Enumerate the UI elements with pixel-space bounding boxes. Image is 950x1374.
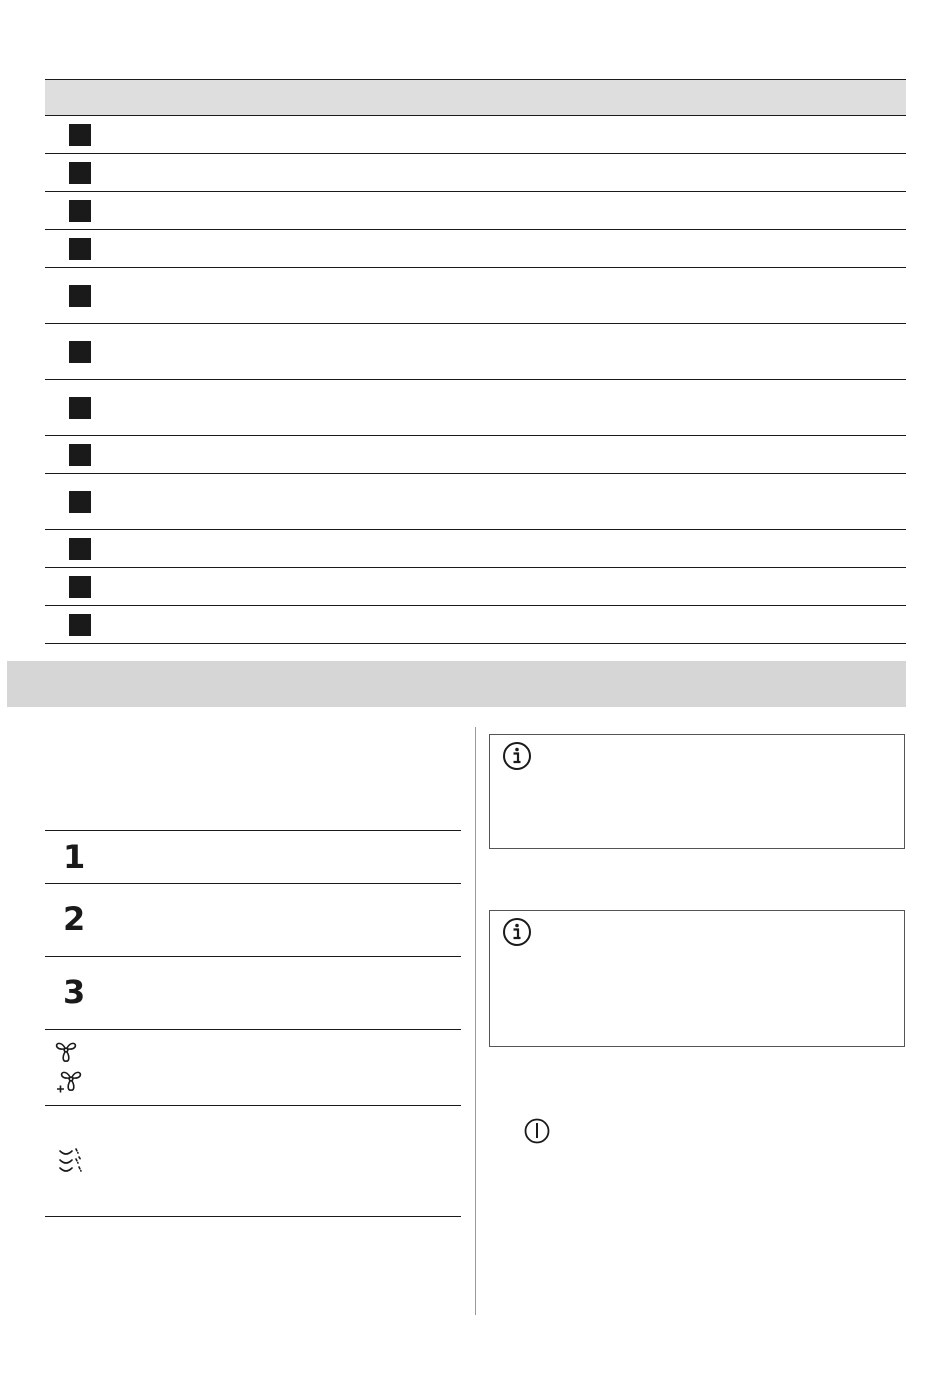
marker-square: [69, 200, 91, 222]
table-row: [45, 606, 906, 644]
table-row: [45, 436, 906, 474]
component-table: [45, 79, 906, 644]
column-divider: [475, 727, 476, 1315]
info-note-box: [489, 910, 905, 1047]
marker-square: [69, 444, 91, 466]
table-row: [45, 324, 906, 380]
breeze-icon: [57, 1146, 87, 1174]
marker-square: [69, 124, 91, 146]
power-icon: [523, 1117, 551, 1145]
table-row: [45, 474, 906, 530]
level-label: 3: [63, 973, 86, 1011]
table-row: [45, 957, 461, 1030]
marker-square: [69, 538, 91, 560]
marker-square: [69, 397, 91, 419]
info-icon: [502, 917, 532, 947]
table-row: [45, 1030, 461, 1106]
table-row: [45, 154, 906, 192]
fan-icon: [53, 1038, 79, 1064]
section-header-bar: [7, 661, 906, 707]
table-header: [45, 80, 906, 116]
marker-square: [69, 341, 91, 363]
table-row: [45, 380, 906, 436]
level-label: 2: [63, 900, 86, 938]
table-row: [45, 884, 461, 957]
table-row: [45, 1106, 461, 1217]
table-row: [45, 831, 461, 884]
table-row: [45, 568, 906, 606]
table-row: [45, 268, 906, 324]
table-row: [45, 530, 906, 568]
marker-square: [69, 576, 91, 598]
info-icon: [502, 741, 532, 771]
level-label: 1: [63, 838, 86, 876]
marker-square: [69, 614, 91, 636]
marker-square: [69, 162, 91, 184]
settings-table: [45, 830, 461, 1217]
marker-square: [69, 491, 91, 513]
fan-plus-icon: [55, 1068, 83, 1096]
marker-square: [69, 285, 91, 307]
marker-square: [69, 238, 91, 260]
table-row: [45, 192, 906, 230]
table-row: [45, 116, 906, 154]
table-row: [45, 230, 906, 268]
info-note-box: [489, 734, 905, 849]
